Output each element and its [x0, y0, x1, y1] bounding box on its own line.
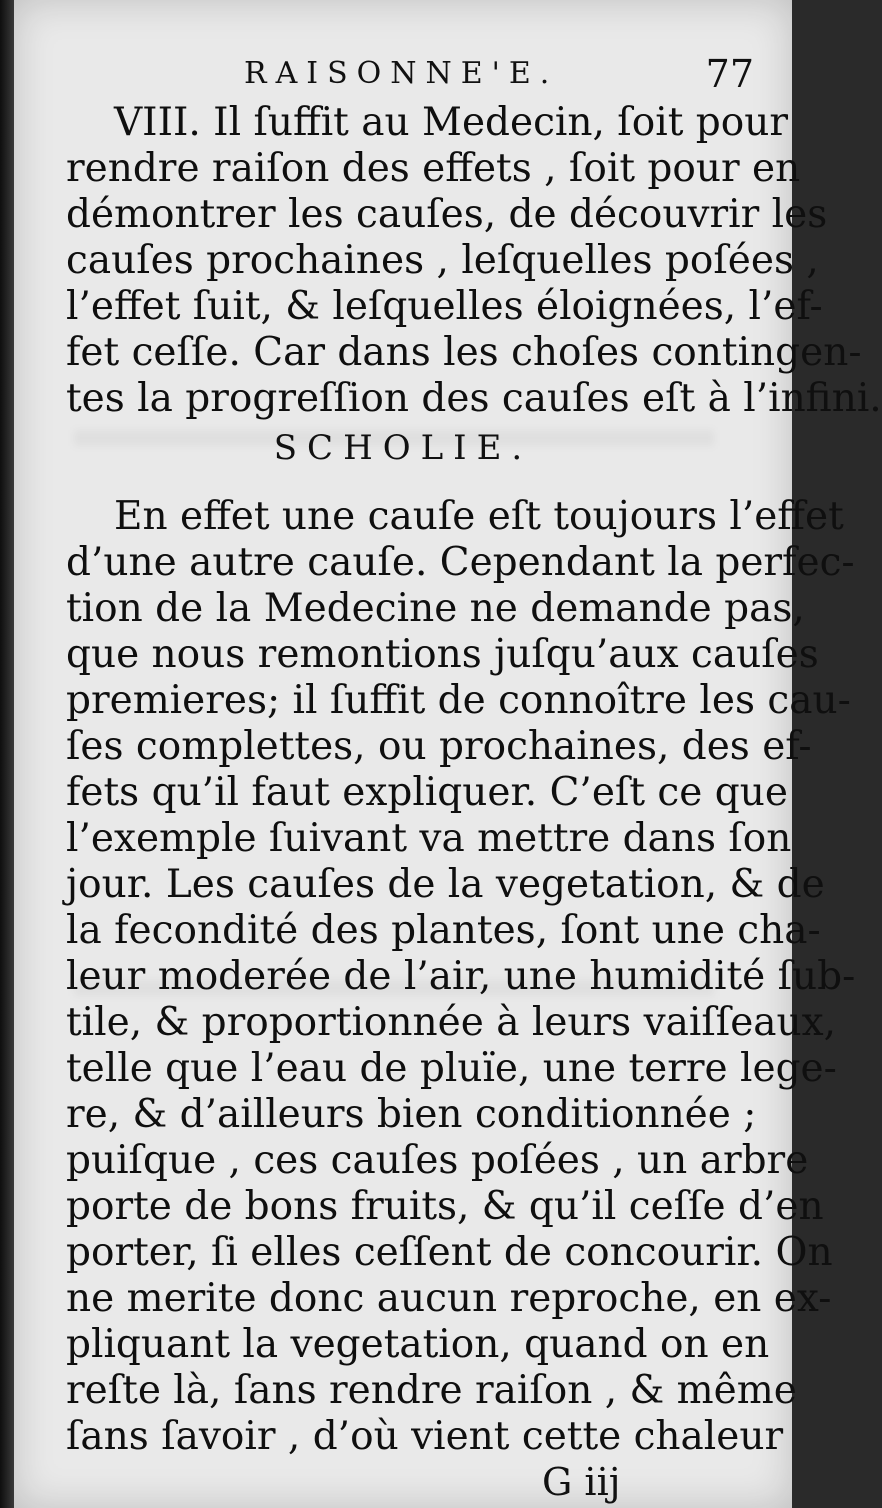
text-line: jour. Les cauſes de la vegetation, & de [66, 862, 825, 907]
text-line: rendre raiſon des effets , ſoit pour en [66, 146, 801, 191]
text-line: l’effet ſuit, & leſquelles éloignées, l’ef- [66, 284, 823, 329]
text-line: reſte là, ſans rendre raiſon , & même [66, 1368, 797, 1413]
text-line: fet ceſſe. Car dans les choſes contingen- [66, 330, 862, 375]
running-head: RAISONNE'E. [244, 56, 559, 91]
text-line: cauſes prochaines , leſquelles poſées , [66, 238, 819, 283]
text-line: l’exemple ſuivant va mettre dans ſon [66, 816, 792, 861]
text-line: d’une autre cauſe. Cependant la perfec- [66, 540, 855, 585]
book-page [14, 0, 882, 1508]
text-line: tes la progreſſion des cauſes eſt à l’infini. [66, 376, 882, 421]
text-line: ſes complettes, ou prochaines, des ef- [66, 724, 812, 769]
text-line: re, & d’ailleurs bien conditionnée ; [66, 1092, 757, 1137]
text-line: la fecondité des plantes, ſont une cha- [66, 908, 821, 953]
page-edge-shadow [0, 0, 14, 1508]
page-header [14, 52, 792, 100]
text-line: pliquant la vegetation, quand on en [66, 1322, 770, 1367]
text-line: porter, ſi elles ceſſent de concourir. On [66, 1230, 833, 1275]
text-line: porte de bons fruits, & qu’il ceſſe d’en [66, 1184, 824, 1229]
section-heading: SCHOLIE. [273, 428, 533, 468]
text-line: VIII. Il ſuffit au Medecin, ſoit pour [114, 100, 788, 145]
text-line: tion de la Medecine ne demande pas, [66, 586, 805, 631]
text-line: fets qu’il faut expliquer. C’eſt ce que [66, 770, 788, 815]
text-line: puiſque , ces cauſes poſées , un arbre [66, 1138, 809, 1183]
signature-mark: G iij [542, 1460, 621, 1504]
text-line: ſans ſavoir , d’où vient cette chaleur [66, 1414, 784, 1459]
page-number: 77 [705, 52, 754, 96]
text-line: démontrer les cauſes, de découvrir les [66, 192, 828, 237]
text-line: leur moderée de l’air, une humidité ſub- [66, 954, 856, 999]
text-line: premieres; il ſuffit de connoître les cau- [66, 678, 851, 723]
text-line: En effet une cauſe eſt toujours l’effet [114, 494, 844, 539]
text-line: tile, & proportionnée à leurs vaiſſeaux, [66, 1000, 837, 1045]
text-line: ne merite donc aucun reproche, en ex- [66, 1276, 832, 1321]
text-line: que nous remontions juſqu’aux cauſes [66, 632, 819, 677]
text-line: telle que l’eau de pluïe, une terre lege- [66, 1046, 837, 1091]
